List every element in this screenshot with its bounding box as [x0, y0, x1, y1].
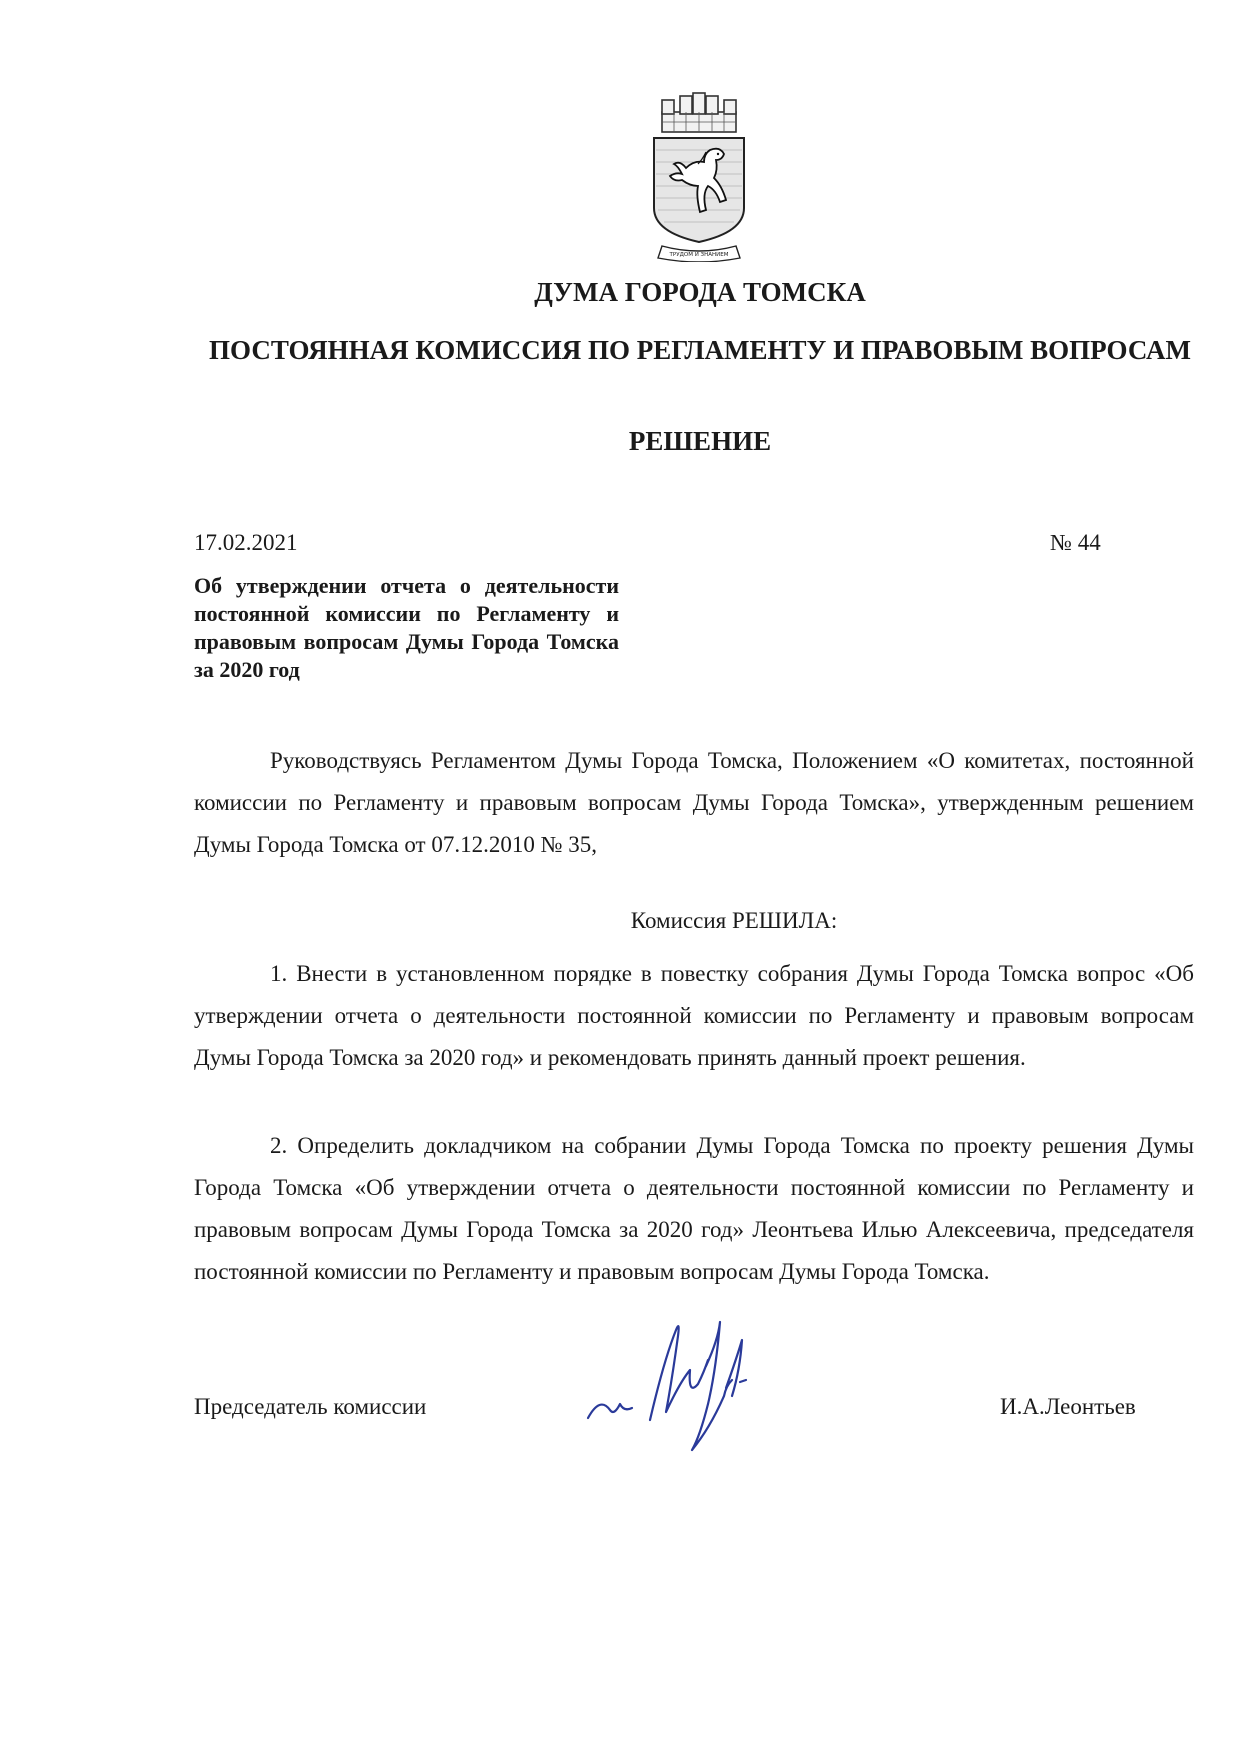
preamble-paragraph: Руководствуясь Регламентом Думы Города Томска, Положением «О комитетах, постоянной комиссии по Регламенту и правовым вопросам Думы Города Томска», утвержденным решением Думы Города Томска от 07.12.2010 № 35,: [194, 748, 1194, 857]
decision-subject: Об утверждении отчета о деятельности постоянной комиссии по Регламенту и правовым вопросам Думы Города Томска за 2020 год: [194, 573, 619, 682]
signatory-title: Председатель комиссии: [194, 1394, 427, 1419]
resolution-item-1: 1. Внести в установленном порядке в повестку собрания Думы Города Томска вопрос «Об утверждении отчета о деятельности постоянной комиссии по Регламенту и правовым вопросам Думы Города Томска за 2020 год» и рекомендовать принять данный проект решения.: [194, 961, 1194, 1070]
signatory-name: И.А.Леонтьев: [1000, 1394, 1136, 1419]
tomsk-coat-of-arms-icon: [648, 90, 750, 262]
decision-number: № 44: [1050, 530, 1101, 555]
decision-date: 17.02.2021: [194, 530, 298, 555]
resolved-heading: Комиссия РЕШИЛА:: [630, 908, 838, 933]
resolution-item-2: 2. Определить докладчиком на собрании Думы Города Томска по проекту решения Думы Города Томска «Об утверждении отчета о деятельности постоянной комиссии по Регламенту и правовым вопросам Думы Города Томска за 2020 год» Леонтьева Илью Алексеевича, председателя постоянной комиссии по Регламенту и правовым вопросам Думы Города Томска.: [194, 1133, 1194, 1284]
svg-text:ТРУДОМ И ЗНАНИЕМ: ТРУДОМ И ЗНАНИЕМ: [669, 252, 729, 258]
commission-name: ПОСТОЯННАЯ КОМИССИЯ ПО РЕГЛАМЕНТУ И ПРАВОВЫМ ВОПРОСАМ: [209, 335, 1191, 365]
document-type: РЕШЕНИЕ: [628, 426, 772, 456]
handwritten-signature-icon: [580, 1300, 790, 1460]
duma-name: ДУМА ГОРОДА ТОМСКА: [534, 277, 866, 307]
